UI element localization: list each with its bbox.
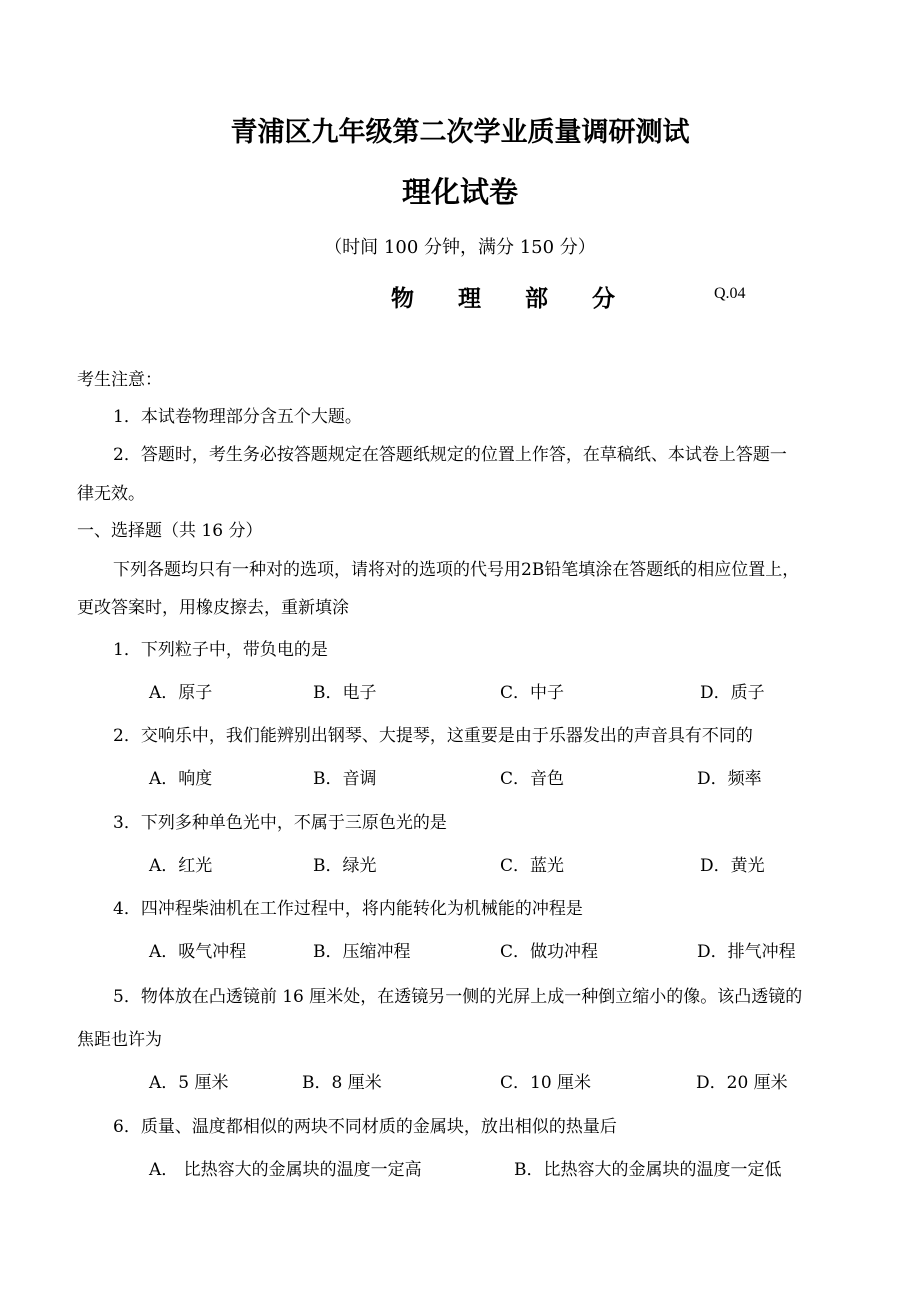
question-2-stem: 2．交响乐中，我们能辨别出钢琴、大提琴，这重要是由于乐器发出的声音具有不同的 (113, 726, 753, 746)
question-6-option-a: A． 比热容大的金属块的温度一定高 (149, 1160, 422, 1180)
question-4-option-a: A．吸气冲程 (149, 942, 247, 962)
notice-item-2-cont: 律无效。 (77, 484, 145, 504)
question-1-option-a: A．原子 (149, 683, 213, 703)
question-4-option-d: D．排气冲程 (697, 942, 796, 962)
question-5-option-c: C．10 厘米 (500, 1073, 592, 1093)
question-4-option-b: B．压缩冲程 (313, 942, 411, 962)
question-2-option-a: A．响度 (149, 769, 213, 789)
question-3-option-a: A．红光 (149, 856, 213, 876)
question-2-option-b: B．音调 (313, 769, 377, 789)
question-5-stem-cont: 焦距也许为 (77, 1030, 162, 1050)
exam-subtitle: 理化试卷 (401, 175, 518, 209)
question-3-option-d: D．黄光 (700, 856, 765, 876)
notice-item-2: 2．答题时，考生务必按答题规定在答题纸规定的位置上作答，在草稿纸、本试卷上答题一 (113, 445, 787, 465)
question-5-stem: 5．物体放在凸透镜前 16 厘米处，在透镜另一侧的光屏上成一种倒立缩小的像。该凸透镜的 (113, 987, 803, 1007)
question-3-option-b: B．绿光 (313, 856, 377, 876)
question-1-option-c: C．中子 (500, 683, 565, 703)
question-1-option-d: D．质子 (700, 683, 765, 703)
part1-heading: 一、选择题（共 16 分） (77, 521, 263, 541)
question-6-option-b: B．比热容大的金属块的温度一定低 (514, 1160, 782, 1180)
part1-instructions-cont: 更改答案时，用橡皮擦去，重新填涂 (77, 598, 349, 618)
question-2-option-d: D．频率 (697, 769, 762, 789)
question-1-option-b: B．电子 (313, 683, 377, 703)
exam-title: 青浦区九年级第二次学业质量调研测试 (230, 117, 690, 148)
question-2-option-c: C．音色 (500, 769, 565, 789)
notice-item-1: 1．本试卷物理部分含五个大题。 (113, 407, 362, 427)
question-5-option-a: A．5 厘米 (149, 1073, 229, 1093)
notice-heading: 考生注意： (77, 370, 162, 390)
question-5-option-b: B．8 厘米 (302, 1073, 382, 1093)
question-3-stem: 3．下列多种单色光中，不属于三原色光的是 (113, 813, 447, 833)
question-4-stem: 4．四冲程柴油机在工作过程中，将内能转化为机械能的冲程是 (113, 899, 583, 919)
exam-time-info: （时间 100 分钟，满分 150 分） (324, 237, 596, 258)
question-1-stem: 1．下列粒子中，带负电的是 (113, 640, 328, 660)
part1-instructions: 下列各题均只有一种对的选项，请将对的选项的代号用2B铅笔填涂在答题纸的相应位置上， (113, 560, 800, 580)
section-title: 物 理 部 分 (391, 286, 634, 312)
paper-code: Q.04 (714, 285, 746, 302)
question-3-option-c: C．蓝光 (500, 856, 565, 876)
question-5-option-d: D．20 厘米 (696, 1073, 788, 1093)
question-4-option-c: C．做功冲程 (500, 942, 599, 962)
question-6-stem: 6．质量、温度都相似的两块不同材质的金属块，放出相似的热量后 (113, 1117, 617, 1137)
